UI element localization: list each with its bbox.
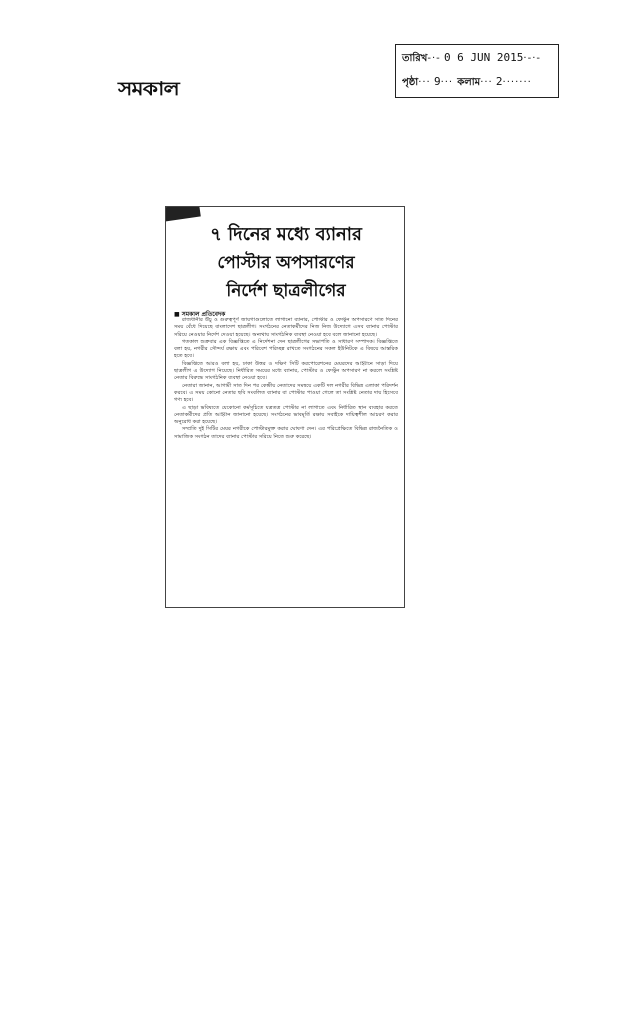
article-paragraph: নেতারা জানান, আগামী সাত দিন পর কেন্দ্রীয় নেতাদের সমন্বয়ে একটি দল নগরীর বিভিন্ন এলাকা পরিদর্শন করবে। এ সময় কোনো নেতার ছবি সংবলিত ব্যানার বা পোস্টার পাওয়া গেলে তা সংশ্লিষ্ট নেতার দায় হিসেবে গণ্য হবে। bbox=[174, 382, 398, 404]
article-paragraph: গতকাল শুক্রবার এক বিজ্ঞপ্তিতে এ নির্দেশনা দেন ছাত্রলীগের সভাপতি ও সাধারণ সম্পাদক। বিজ্ঞপ্তিতে বলা হয়, নগরীর সৌন্দর্য রক্ষায় এবং পরিবেশ পরিচ্ছন্ন রাখতে সংগঠনের সকল ইউনিটকে এ বিষয়ে আন্তরিক হতে হবে। bbox=[174, 338, 398, 360]
stamp-page-label: পৃষ্ঠা bbox=[402, 77, 419, 88]
stamp-date-row: তারিখ-·- 0 6 JUN 2015·-·- bbox=[402, 51, 541, 64]
article-paragraph: রাজধানীর উঁচু ও গুরুত্বপূর্ণ জায়গাগুলোতে লাগানো ব্যানার, পোস্টার ও ফেস্টুন অপসারণে সাত দিনের সময় বেঁধে দিয়েছে বাংলাদেশ ছাত্রলীগ। সংগঠনের নেতাকর্মীদের নিজ নিজ উদ্যোগে এসব ব্যানার পোস্টার সরিয়ে নেওয়ার নির্দেশ দেওয়া হয়েছে। অন্যথায় সাংগঠনিক ব্যবস্থা নেওয়া হবে বলে জানানো হয়েছে। bbox=[174, 317, 398, 338]
article-paragraph: বিজ্ঞপ্তিতে আরও বলা হয়, ঢাকা উত্তর ও দক্ষিণ সিটি করপোরেশনের মেয়রদের আহ্বানে সাড়া দিয়ে ছাত্রলীগ এ উদ্যোগ নিয়েছে। নির্ধারিত সময়ের মধ্যে ব্যানার, পোস্টার ও ফেস্টুন অপসারণ না করলে সংশ্লিষ্ট নেতার বিরুদ্ধে সাংগঠনিক ব্যবস্থা নেওয়া হবে। bbox=[174, 360, 398, 382]
article-byline: ■ সমকাল প্রতিবেদক bbox=[174, 311, 226, 318]
headline-line-2: পোস্টার অপসারণের bbox=[217, 253, 355, 273]
newspaper-masthead: সমকাল bbox=[118, 78, 179, 101]
stamp-page-value: 9 bbox=[433, 75, 441, 88]
headline-line-1: ৭ দিনের মধ্যে ব্যানার bbox=[210, 224, 362, 245]
stamp-column-value: 2 bbox=[495, 75, 503, 88]
headline-line-3: নির্দেশ ছাত্রলীগের bbox=[226, 281, 346, 301]
stamp-column-label: কলাম bbox=[457, 77, 481, 88]
article-paragraph: সম্প্রতি দুই সিটির মেয়র নগরীকে পোস্টারমুক্ত করার ঘোষণা দেন। এর পরিপ্রেক্ষিতে বিভিন্ন রাজনৈতিক ও সামাজিক সংগঠন তাদের ব্যানার পোস্টার সরিয়ে নিতে শুরু করেছে। bbox=[174, 426, 398, 440]
article-headline bbox=[174, 221, 398, 305]
article-paragraph: এ ছাড়া ভবিষ্যতে যেকোনো কর্মসূচিতে যত্রতত্র পোস্টার না লাগাতে এবং নির্ধারিত স্থান ব্যবহার করতে নেতাকর্মীদের প্রতি আহ্বান জানানো হয়েছে। সংগঠনের ভাবমূর্তি রক্ষায় সবাইকে দায়িত্বশীল আচরণ করার অনুরোধ করা হয়েছে। bbox=[174, 404, 398, 426]
article-body bbox=[174, 317, 398, 602]
stamp-date-value: 0 6 JUN 2015 bbox=[443, 51, 524, 64]
archive-stamp bbox=[395, 44, 559, 98]
newspaper-clipping bbox=[165, 206, 405, 608]
stamp-page-row: পৃষ্ঠা··· 9··· কলাম··· 2······· bbox=[402, 75, 532, 88]
stamp-date-label: তারিখ bbox=[402, 53, 428, 64]
